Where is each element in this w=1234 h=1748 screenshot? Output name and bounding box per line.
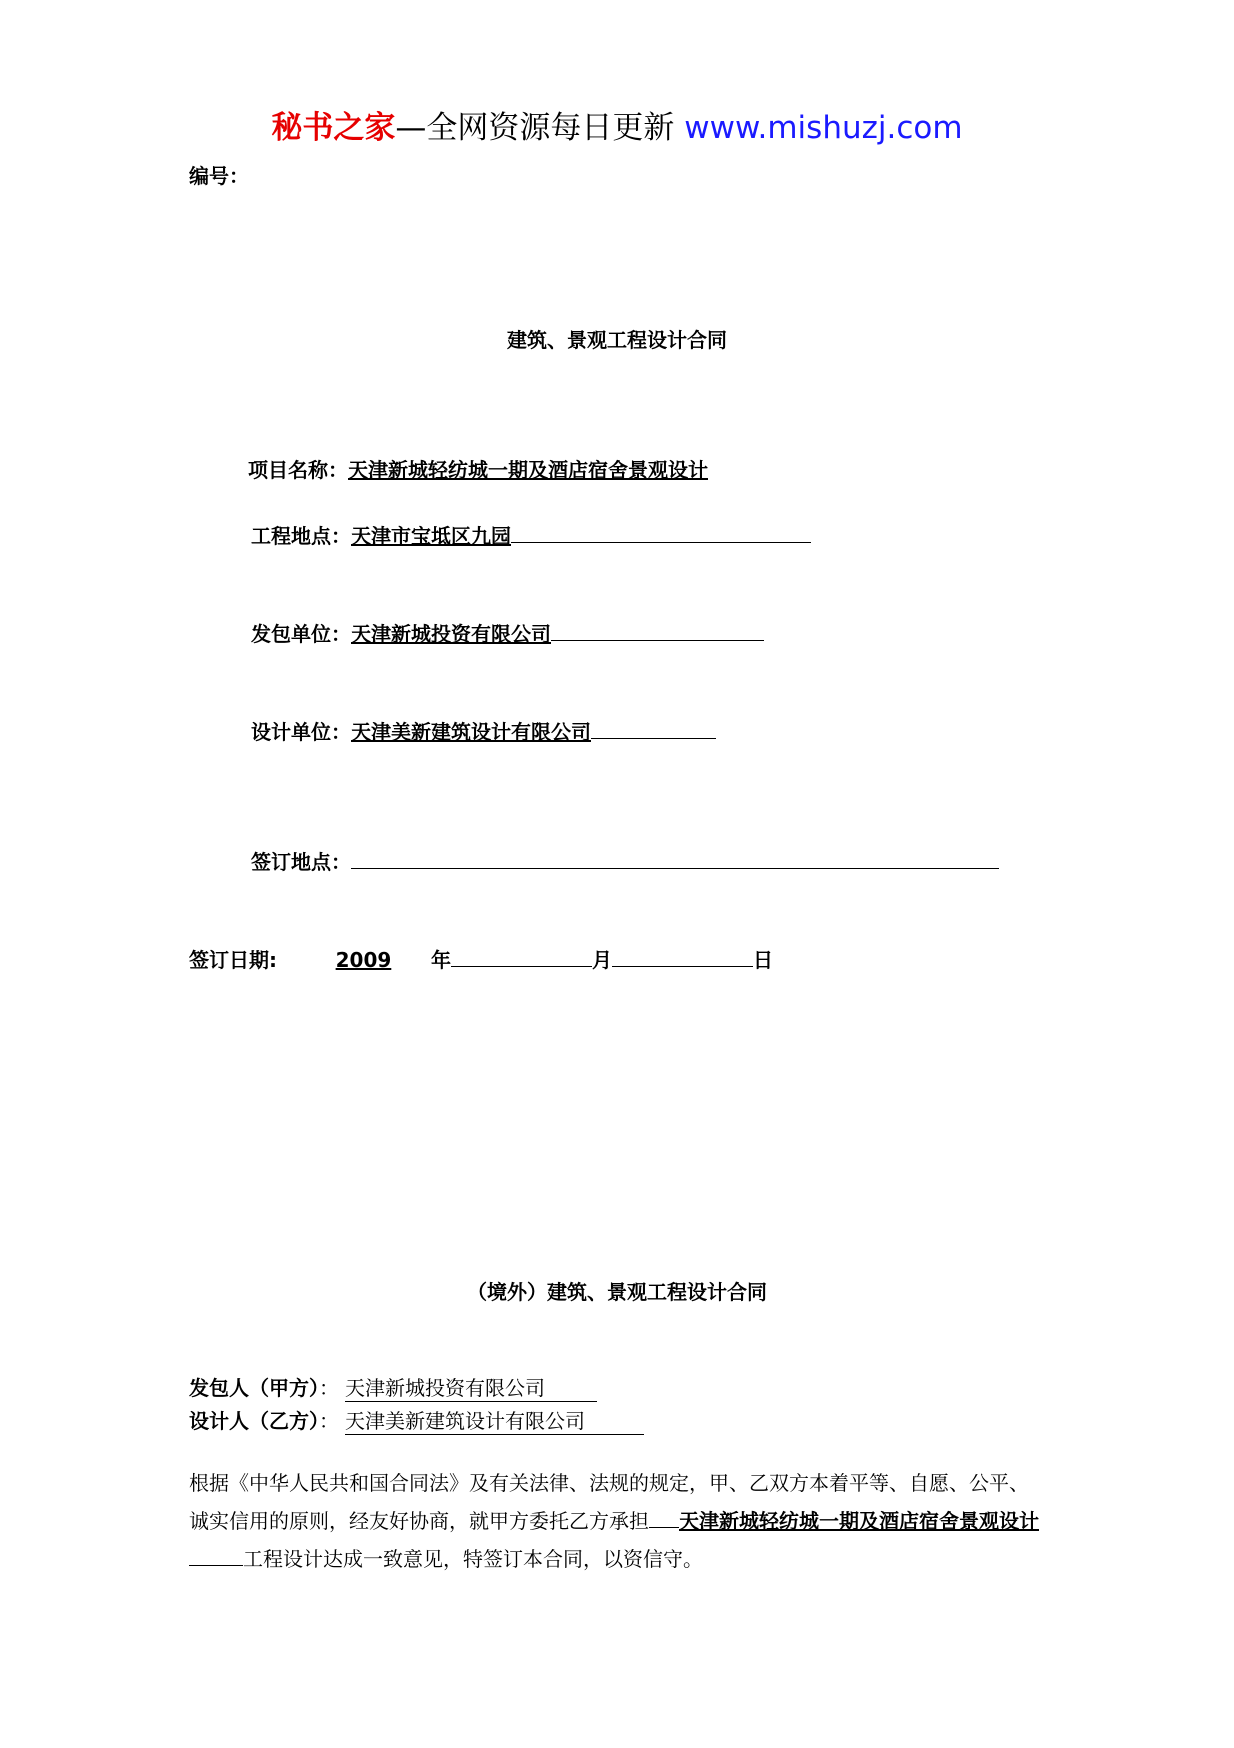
employer-row — [251, 618, 764, 647]
site-label: 工程地点： — [251, 524, 351, 548]
site-value: 天津市宝坻区九园 — [351, 524, 511, 548]
signing-date-row — [189, 944, 773, 973]
doc-number-label: 编号： — [189, 164, 249, 188]
site-blank-line — [511, 541, 811, 543]
preamble-paragraph — [189, 1464, 1039, 1578]
designer-label: 设计单位： — [251, 720, 351, 744]
project-name-value: 天津新城轻纺城一期及酒店宿舍景观设计 — [348, 458, 708, 482]
employer-value: 天津新城投资有限公司 — [351, 622, 551, 646]
designer-value: 天津美新建筑设计有限公司 — [351, 720, 591, 744]
preamble-part1: 根据《中华人民共和国合同法》及有关法律、法规的规定，甲、乙双方本着平等、自愿、公平、诚实信用的原则，经友好协商，就甲方委托乙方承担 — [189, 1471, 1029, 1533]
party-b-value: 天津美新建筑设计有限公司 — [345, 1405, 644, 1435]
party-a-label: 发包人（甲方） — [189, 1376, 319, 1400]
signing-date-year-unit: 年 — [430, 948, 451, 972]
party-a-colon: ： — [319, 1376, 339, 1400]
preamble-blank-after — [189, 1565, 243, 1566]
designer-row — [251, 716, 716, 745]
site-row — [251, 520, 811, 549]
contract-title: （境外）建筑、景观工程设计合同 — [467, 1280, 767, 1304]
signing-date-month-unit: 月 — [591, 948, 612, 972]
signing-date-label: 签订日期: — [189, 948, 277, 972]
party-b-row — [189, 1405, 644, 1435]
banner-slogan: —全网资源每日更新 — [395, 110, 675, 146]
employer-label: 发包单位： — [251, 622, 351, 646]
banner-url-link[interactable]: www.mishuzj.com — [684, 110, 963, 146]
signing-date-day-blank — [612, 965, 753, 967]
party-a-value: 天津新城投资有限公司 — [345, 1372, 597, 1402]
banner-brand: 秘书之家 — [271, 110, 396, 146]
preamble-project-name: 天津新城轻纺城一期及酒店宿舍景观设计 — [679, 1509, 1039, 1533]
employer-blank-line — [551, 639, 764, 641]
signing-date-day-unit: 日 — [752, 948, 773, 972]
project-name-label: 项目名称： — [248, 458, 348, 482]
project-name-row — [248, 454, 708, 483]
party-b-label: 设计人（乙方） — [189, 1409, 319, 1433]
signing-place-row — [251, 846, 999, 875]
signing-date-month-blank — [451, 965, 592, 967]
signing-date-year: 2009 — [335, 948, 392, 972]
party-a-row — [189, 1372, 597, 1402]
signing-place-blank-line — [351, 867, 999, 869]
designer-blank-line — [591, 737, 716, 739]
preamble-blank-before — [649, 1527, 679, 1528]
site-banner — [0, 102, 1234, 147]
cover-title: 建筑、景观工程设计合同 — [507, 328, 727, 352]
signing-place-label: 签订地点： — [251, 850, 351, 874]
preamble-part2: 工程设计达成一致意见，特签订本合同，以资信守。 — [243, 1547, 703, 1571]
party-b-colon: ： — [319, 1409, 339, 1433]
